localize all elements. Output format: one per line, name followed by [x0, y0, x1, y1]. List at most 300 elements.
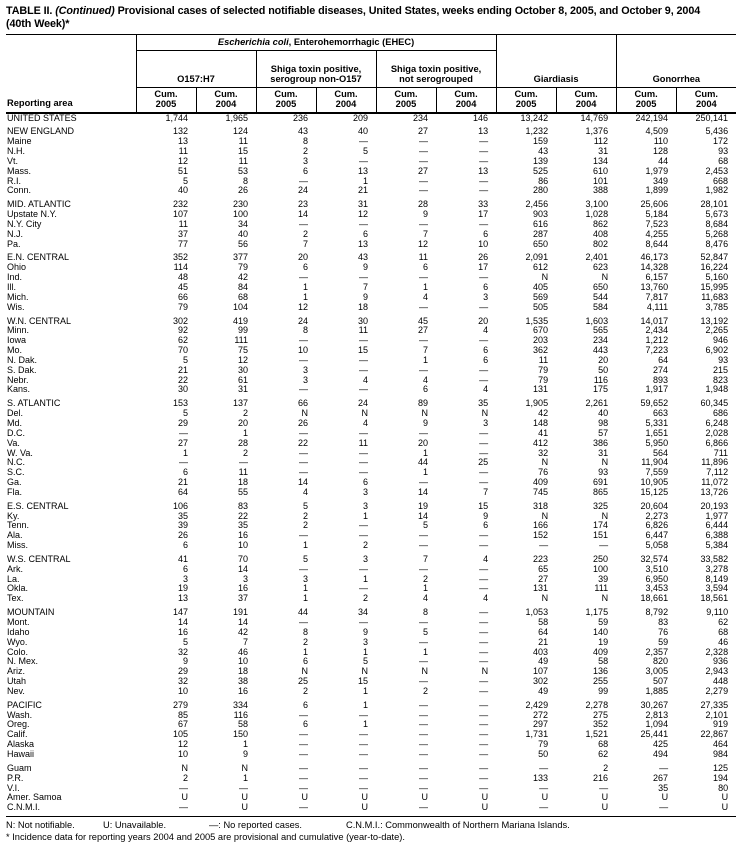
value-cell: 3,594 [705, 584, 729, 594]
table-row [6, 793, 736, 803]
value-cell: 1 [362, 511, 368, 521]
value-cell: 2 [242, 448, 248, 458]
value-cell: — [479, 375, 489, 385]
table-row [6, 449, 736, 459]
table-row [6, 439, 736, 449]
value-cell: 79 [237, 263, 248, 273]
value-cell: — [419, 176, 428, 186]
reporting-area-cell: Mo. [7, 346, 23, 356]
value-cell: 3,453 [645, 584, 669, 594]
value-cell: U [241, 803, 248, 813]
value-cell: N [301, 667, 308, 677]
value-cell: 2 [302, 686, 308, 696]
value-cell: 2,265 [705, 326, 729, 336]
value-cell: — [659, 803, 669, 813]
reporting-area-cell: S.C. [7, 468, 25, 478]
table-row [6, 720, 736, 730]
value-cell: 425 [653, 740, 669, 750]
reporting-area-cell: W.N. CENTRAL [7, 316, 72, 326]
value-cell: 2,328 [705, 647, 729, 657]
value-cell: 1,905 [525, 399, 549, 409]
value-cell: N [541, 511, 549, 521]
value-cell: — [359, 273, 368, 283]
value-cell: — [419, 273, 428, 283]
reporting-area-cell: Oreg. [7, 720, 30, 730]
value-cell: 30 [177, 385, 188, 395]
value-cell: N [601, 511, 609, 521]
value-cell: 443 [593, 346, 609, 356]
value-cell: 151 [593, 531, 609, 541]
value-cell: 83 [237, 501, 248, 511]
value-cell: 15 [237, 147, 248, 157]
value-cell: 3 [302, 375, 308, 385]
reporting-area-cell: UNITED STATES [7, 112, 77, 123]
table-row [6, 458, 736, 468]
value-cell: 45 [177, 283, 188, 292]
value-cell: 191 [232, 608, 248, 618]
value-cell: 362 [533, 346, 549, 356]
value-cell: 34 [357, 608, 368, 618]
reporting-area-cell: Tex. [7, 594, 24, 604]
legend-no-reported-cases: —: No reported cases. [209, 820, 303, 831]
value-cell: 124 [232, 127, 248, 137]
value-cell: 27 [538, 574, 549, 584]
value-cell: 11 [238, 137, 248, 147]
value-cell: 2 [302, 521, 308, 531]
value-cell: — [299, 710, 308, 720]
value-cell: 5 [182, 637, 188, 647]
reporting-area-cell: Miss. [7, 541, 28, 551]
table-row [6, 253, 736, 263]
value-cell: 6 [302, 720, 308, 730]
value-cell: 110 [653, 137, 669, 147]
reporting-area-cell: Ill. [7, 283, 16, 292]
value-cell: 20 [478, 316, 489, 326]
value-cell: — [479, 176, 489, 186]
value-cell: 6 [483, 346, 489, 356]
value-cell: 29 [177, 667, 188, 677]
reporting-area-cell: Calif. [7, 730, 28, 740]
value-cell: 6 [483, 355, 489, 365]
value-cell: 250 [593, 554, 609, 564]
reporting-area-cell: Idaho [7, 627, 30, 637]
value-cell: 49 [538, 686, 549, 696]
table-row [6, 346, 736, 356]
table-row [6, 419, 736, 429]
value-cell: — [479, 574, 489, 584]
value-cell: 2,273 [645, 511, 669, 521]
reporting-area-cell: PACIFIC [7, 700, 42, 710]
value-cell: 28,101 [700, 200, 729, 210]
col-header-cum-2004: Cum. 2004 [316, 87, 376, 113]
reporting-area-cell: Okla. [7, 584, 29, 594]
value-cell: 79 [538, 365, 549, 375]
value-cell: 66 [177, 292, 188, 302]
value-cell: 67 [177, 720, 188, 730]
reporting-area-cell: Iowa [7, 336, 27, 346]
value-cell: U [241, 793, 248, 803]
reporting-area-cell: N. Dak. [7, 355, 38, 365]
reporting-area-cell: N. Mex. [7, 657, 39, 667]
value-cell: 153 [172, 399, 188, 409]
value-cell: 936 [713, 657, 729, 667]
value-cell: 11 [178, 219, 188, 229]
value-cell: — [179, 783, 188, 793]
value-cell: 50 [598, 365, 609, 375]
value-cell: 6 [302, 700, 308, 710]
value-cell: 5 [302, 501, 308, 511]
value-cell: 7 [422, 229, 428, 239]
value-cell: 44 [297, 608, 308, 618]
value-cell: 10 [237, 657, 248, 667]
value-cell: 1 [302, 541, 308, 551]
value-cell: 31 [598, 147, 609, 157]
value-cell: 25 [478, 458, 489, 468]
value-cell: 325 [593, 501, 609, 511]
value-cell: — [479, 478, 489, 488]
value-cell: — [299, 564, 308, 574]
reporting-area-cell: E.S. CENTRAL [7, 501, 69, 511]
value-cell: 128 [653, 147, 669, 157]
value-cell: 40 [177, 186, 188, 196]
value-cell: 33,582 [700, 554, 729, 564]
value-cell: 46 [718, 637, 729, 647]
value-cell: 172 [713, 137, 729, 147]
value-cell: 668 [713, 176, 729, 186]
table-row [6, 409, 736, 419]
value-cell: 623 [593, 263, 609, 273]
value-cell: 114 [173, 263, 188, 273]
value-cell: 50 [538, 749, 549, 759]
value-cell: 1 [422, 355, 428, 365]
table-row [6, 385, 736, 395]
value-cell: 267 [653, 773, 669, 783]
table-row [6, 711, 736, 721]
value-cell: 569 [533, 292, 549, 302]
value-cell: 79 [177, 302, 188, 312]
value-cell: 25 [297, 677, 308, 687]
value-cell: U [301, 793, 308, 803]
reporting-area-cell: Tenn. [7, 521, 30, 531]
value-cell: — [359, 584, 368, 594]
value-cell: — [299, 458, 308, 468]
value-cell: — [479, 657, 489, 667]
value-cell: — [659, 763, 669, 773]
value-cell: 352 [172, 253, 188, 263]
value-cell: U [661, 793, 669, 803]
table-row [6, 429, 736, 439]
value-cell: — [479, 763, 489, 773]
value-cell: 68 [718, 627, 729, 637]
value-cell: 1,731 [525, 730, 549, 740]
reporting-area-cell: N.C. [7, 458, 25, 468]
value-cell: 7 [422, 554, 428, 564]
value-cell: 287 [533, 229, 549, 239]
value-cell: 8 [302, 137, 308, 147]
value-cell: — [479, 365, 489, 375]
value-cell: 4 [483, 554, 489, 564]
value-cell: — [419, 156, 428, 166]
value-cell: 1,977 [705, 511, 729, 521]
value-cell: 59 [658, 637, 669, 647]
value-cell: 494 [653, 749, 669, 759]
value-cell: 5 [182, 409, 188, 419]
value-cell: 20,193 [700, 501, 729, 511]
value-cell: — [179, 803, 188, 813]
value-cell: 22 [297, 438, 308, 448]
value-cell: 2 [422, 686, 428, 696]
reporting-area-cell: S. Dak. [7, 365, 37, 375]
value-cell: 6,444 [705, 521, 729, 531]
value-cell: — [299, 219, 308, 229]
footnotes [6, 820, 733, 843]
value-cell: 20 [297, 253, 308, 263]
value-cell: 44 [658, 156, 669, 166]
value-cell: 93 [598, 468, 609, 478]
value-cell: 412 [533, 438, 549, 448]
reporting-area-cell: Ark. [7, 564, 24, 574]
value-cell: 1,979 [645, 166, 669, 176]
value-cell: 132 [172, 127, 188, 137]
value-cell: — [299, 618, 308, 627]
value-cell: 6,388 [705, 531, 729, 541]
reporting-area-cell: Ala. [7, 531, 23, 541]
value-cell: 107 [172, 210, 188, 220]
value-cell: 7,112 [706, 468, 729, 478]
value-cell: 1 [242, 428, 248, 438]
value-cell: 105 [172, 730, 188, 740]
value-cell: — [479, 627, 489, 637]
reporting-area-cell: Wash. [7, 710, 33, 720]
value-cell: 59 [598, 618, 609, 627]
table-row [6, 657, 736, 667]
value-cell: 234 [412, 112, 428, 123]
value-cell: 10 [177, 686, 188, 696]
value-cell: 1 [302, 584, 308, 594]
value-cell: 1 [422, 647, 428, 657]
table-row [6, 764, 736, 774]
value-cell: 8,644 [645, 239, 669, 249]
value-cell: 10 [297, 346, 308, 356]
table-row [6, 502, 736, 512]
value-cell: 419 [232, 316, 248, 326]
value-cell: — [299, 740, 308, 750]
value-cell: — [179, 458, 188, 468]
value-cell: 57 [598, 428, 609, 438]
value-cell: 59,652 [640, 399, 669, 409]
value-cell: N [421, 409, 428, 419]
reporting-area-cell: D.C. [7, 428, 25, 438]
value-cell: U [481, 803, 489, 813]
value-cell: — [299, 763, 308, 773]
value-cell: 318 [533, 501, 549, 511]
value-cell: — [419, 564, 428, 574]
value-cell: 41 [177, 554, 188, 564]
value-cell: — [479, 584, 489, 594]
reporting-area-cell: C.N.M.I. [7, 803, 40, 813]
value-cell: 39 [598, 574, 609, 584]
value-cell: 18 [237, 478, 248, 488]
value-cell: 86 [538, 176, 549, 186]
reporting-area-cell: Wis. [7, 302, 25, 312]
value-cell: 35 [177, 511, 188, 521]
value-cell: 3 [302, 574, 308, 584]
value-cell: 9 [242, 749, 248, 759]
table-header [6, 35, 736, 113]
value-cell: 85 [177, 710, 188, 720]
value-cell: — [599, 541, 609, 551]
value-cell: 49 [538, 657, 549, 667]
value-cell: 64 [177, 487, 188, 497]
value-cell: 15,995 [700, 283, 729, 292]
value-cell: 5 [182, 355, 188, 365]
table-row [6, 157, 736, 167]
value-cell: 48 [177, 273, 188, 283]
value-cell: N [481, 409, 489, 419]
value-cell: 612 [533, 263, 549, 273]
table-row [6, 677, 736, 687]
value-cell: 893 [653, 375, 669, 385]
value-cell: 19 [417, 501, 428, 511]
value-cell: 409 [533, 478, 549, 488]
value-cell: N [301, 409, 308, 419]
reporting-area-cell: Alaska [7, 740, 35, 750]
reporting-area-cell: P.R. [7, 773, 24, 783]
value-cell: 2,028 [705, 428, 729, 438]
value-cell: 14 [417, 487, 428, 497]
value-cell: 3 [362, 554, 368, 564]
reporting-area-cell: Ariz. [7, 667, 25, 677]
table-row [6, 283, 736, 293]
value-cell: 711 [713, 448, 729, 458]
value-cell: 377 [232, 253, 248, 263]
value-cell: 93 [718, 147, 729, 157]
value-cell: — [479, 531, 489, 541]
value-cell: 1,744 [165, 112, 188, 123]
value-cell: N [361, 667, 368, 677]
value-cell: 6,866 [705, 438, 729, 448]
reporting-area-cell: N.J. [7, 229, 24, 239]
reporting-area-cell: Ohio [7, 263, 27, 273]
value-cell: 2,091 [525, 253, 549, 263]
table-row [6, 565, 736, 575]
value-cell: 650 [533, 239, 549, 249]
value-cell: 62 [598, 749, 609, 759]
value-cell: U [481, 793, 489, 803]
value-cell: 27 [417, 127, 428, 137]
value-cell: — [419, 137, 428, 147]
value-cell: 14 [237, 618, 248, 627]
value-cell: 70 [237, 554, 248, 564]
table-row [6, 127, 736, 137]
value-cell: — [479, 647, 489, 657]
value-cell: 30 [237, 365, 248, 375]
value-cell: 6 [182, 468, 188, 478]
value-cell: 79 [538, 740, 549, 750]
value-cell: 112 [593, 137, 609, 147]
value-cell: 11 [238, 156, 248, 166]
value-cell: 5 [422, 627, 428, 637]
value-cell: 5 [422, 521, 428, 531]
reporting-area-cell: Conn. [7, 186, 32, 196]
value-cell: N [601, 458, 609, 468]
value-cell: 61 [237, 375, 248, 385]
value-cell: 175 [593, 385, 609, 395]
shiga-non-o157-group-header: Shiga toxin positive, serogroup non-O157 [256, 50, 376, 87]
value-cell: 5 [182, 176, 188, 186]
value-cell: — [479, 710, 489, 720]
value-cell: 505 [533, 302, 549, 312]
value-cell: 16 [237, 584, 248, 594]
value-cell: 686 [713, 409, 729, 419]
value-cell: 116 [593, 375, 609, 385]
value-cell: 4 [362, 418, 368, 428]
value-cell: 1 [362, 647, 368, 657]
reporting-area-cell: Va. [7, 438, 20, 448]
value-cell: 35 [478, 399, 489, 409]
reporting-area-cell: S. ATLANTIC [7, 399, 61, 409]
value-cell: 6 [422, 263, 428, 273]
value-cell: 2,357 [645, 647, 669, 657]
ehec-group-header: Escherichia coli, Enterohemorrhagic (EHEC) [136, 35, 496, 51]
value-cell: 302 [172, 316, 188, 326]
value-cell: 18 [237, 667, 248, 677]
value-cell: 507 [653, 677, 669, 687]
value-cell: 14 [417, 511, 428, 521]
value-cell: 6,950 [645, 574, 669, 584]
legend-cnmi: C.N.M.I.: Commonwealth of Northern Mariana Islands. [346, 820, 570, 831]
value-cell: 6 [182, 564, 188, 574]
value-cell: 11 [358, 438, 368, 448]
value-cell: 26 [478, 253, 489, 263]
footnote-incidence: * Incidence data for reporting years 2004 and 2005 are provisional and cumulative (year-to-date). [6, 831, 405, 842]
value-cell: 19 [177, 584, 188, 594]
value-cell: 30,267 [640, 700, 669, 710]
value-cell: 8 [302, 627, 308, 637]
value-cell: 76 [658, 627, 669, 637]
value-cell: 106 [172, 501, 188, 511]
value-cell: 31 [237, 385, 248, 395]
value-cell: — [539, 763, 549, 773]
value-cell: 6,248 [705, 418, 729, 428]
value-cell: — [239, 458, 248, 468]
value-cell: 2,943 [705, 667, 729, 677]
value-cell: 21 [177, 365, 188, 375]
value-cell: 8 [302, 326, 308, 336]
value-cell: 44 [417, 458, 428, 468]
value-cell: 3,005 [645, 667, 669, 677]
value-cell: — [419, 336, 428, 346]
value-cell: 6,826 [645, 521, 669, 531]
value-cell: 99 [598, 686, 609, 696]
value-cell: — [419, 749, 428, 759]
reporting-area-cell: Fla. [7, 487, 23, 497]
value-cell: 37 [177, 229, 188, 239]
value-cell: 223 [533, 554, 549, 564]
reporting-area-cell: Guam [7, 763, 32, 773]
table-title-line2: (40th Week)* [6, 17, 70, 30]
reporting-area-cell: W.S. CENTRAL [7, 554, 71, 564]
value-cell: 10,905 [640, 478, 669, 488]
value-cell: 64 [538, 627, 549, 637]
value-cell: 984 [713, 749, 729, 759]
value-cell: 274 [653, 365, 669, 375]
reporting-area-cell: N.H. [7, 147, 25, 157]
value-cell: 12 [357, 210, 368, 220]
value-cell: — [419, 637, 428, 647]
value-cell: 64 [658, 355, 669, 365]
value-cell: — [479, 720, 489, 730]
